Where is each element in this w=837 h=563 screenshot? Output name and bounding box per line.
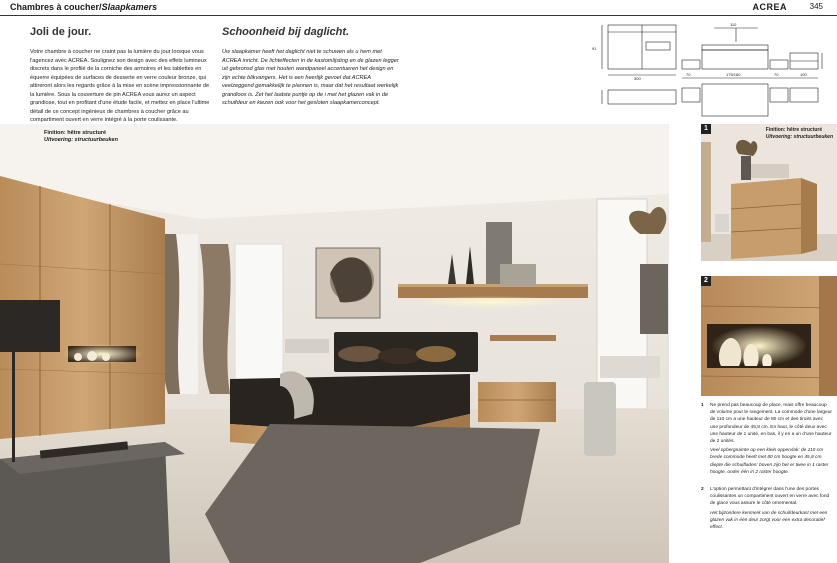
french-text-block — [30, 26, 210, 125]
dim-300: 300 — [634, 76, 641, 81]
caption-1-nl: Veel opbergruimte op een klein oppervlak: de 110 cm brede commode heeft met 80 cm hoogte en 45,8 cm diepte die schuifladen: boven zijn het er twee in 1 raster hoogte, onder één in 2 raster hoogte. — [710, 448, 829, 475]
category-fr: Chambres à coucher — [10, 2, 100, 12]
category-nl: Slaapkamers — [101, 2, 158, 12]
french-body: Votre chambre à coucher ne craint pas la lumière du jour lorsque vous l'agencez avec ACREA. Soulignez son design avec des effets lumineux discrets dans le profilé de la corniche des armoires et les tablettes en équerre équipées de surfaces de desserte en verre couleur bronze, qui attireront alors les regards grâce à la mise en scène impressionnante de la lumière. Sous la couverture de pin ACREA vous aurez un aspect grandiose, tout en profitant d'une étude facile, et mettez en place l'ultime détail de ce concept ingénieux de chambres à coucher grâce au compartiment ouvert en verre intégré à la porte coulissante. — [30, 49, 210, 123]
caption-2-nl: Het bijzondere kenmerk van de schuifdeurkast met een glazen vak in één deur zorgt voor een extra decoratief effect. — [710, 510, 828, 531]
technical-drawing-svg — [590, 20, 830, 120]
caption-1 — [701, 402, 832, 476]
main-photo-finish-caption — [44, 130, 118, 144]
caption-2-fr: L'option permettant d'intégrer dans l'une des portes coulissantes un compartiment ouvert en verre avec fond de glace vous assure le côté ornemental. — [710, 487, 830, 507]
main-finish-fr: Finition: hêtre structuré — [44, 130, 107, 136]
brand-label: ACREA — [752, 2, 787, 12]
side-photo-commode — [701, 124, 837, 261]
side-photo-glass-compartment — [701, 276, 837, 396]
dim-91: 91 — [592, 46, 597, 51]
dutch-body: Uw slaapkamer heeft het daglicht niet te schuwen als u hem met ACREA inricht. De lichteffecten in de kastomlijsting en de glazen legger uit gebronsd glas met houten wandpaneel accentueren het design en zijn echte blikvangers. Het is een heerlijk gevoel dat ACREA veelzeggend gemakkelijk te plannen is, maar dat het resultaat werkelijk grandioos is. Zet het laatste puntje op de i met het glazen vak in de schuifdeur en kiezen ook voor het gesloten slaapkamerconcept. — [222, 49, 399, 106]
category-label: Chambres à coucher/Slaapkamers — [10, 2, 158, 12]
dutch-text-block — [222, 26, 400, 108]
dutch-title: Schoonheid bij daglicht. — [222, 26, 350, 38]
dim-70b: 70 — [774, 72, 779, 77]
main-photo-illustration — [0, 124, 669, 563]
side-photo-2-illustration — [701, 276, 837, 396]
dim-70a: 70 — [686, 72, 691, 77]
side-photo-1-illustration — [701, 124, 837, 261]
caption-2-number: 2 — [701, 487, 704, 492]
caption-2 — [701, 486, 832, 531]
page-number: 345 — [809, 2, 823, 11]
technical-drawings — [590, 20, 830, 120]
caption-1-number: 1 — [701, 403, 704, 408]
french-title: Joli de jour. — [30, 26, 92, 38]
side-photo-1-badge: 1 — [701, 124, 711, 134]
dim-100: 100 — [800, 72, 807, 77]
side-finish-fr: Finition: hêtre structuré — [765, 127, 823, 133]
main-bedroom-photo — [0, 124, 669, 563]
side-photo-1-finish — [766, 127, 833, 140]
side-finish-nl: Uitvoering: structuurbeuken — [765, 133, 833, 140]
main-finish-nl: Uitvoering: structuurbeuken — [44, 137, 118, 143]
caption-1-fr: Ne prend pas beaucoup de place, mais offre beaucoup de volume pour le rangement. La commode d'une largeur de 110 cm a une hauteur de 80 cm et des tiroirs avec une profondeur de 45,8 cm. En haut, le côté deux avec une hauteur de 1 unité, en bas, il y en a un d'une hauteur de 2 unités. — [710, 403, 832, 445]
side-photo-2-badge: 2 — [701, 276, 711, 286]
page-header — [0, 0, 837, 16]
dim-175: 175/180 — [726, 72, 741, 77]
dim-110: 110 — [730, 22, 737, 27]
